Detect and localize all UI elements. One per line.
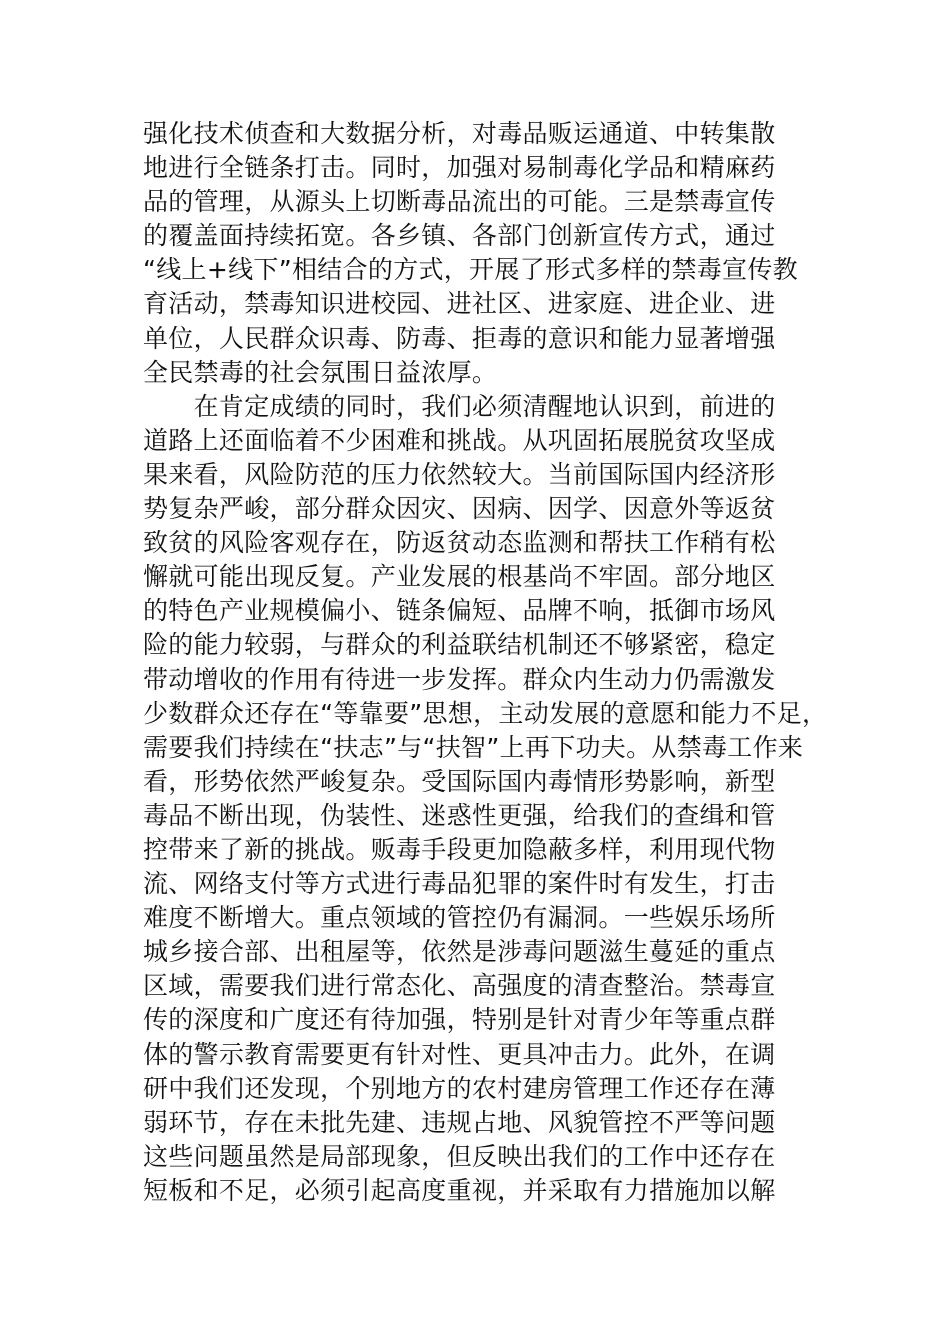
text-line: 控带来了新的挑战。贩毒手段更加隐蔽多样，利用现代物 <box>143 834 776 864</box>
text-line: 需要我们持续在“扶志”与“扶智”上再下功夫。从禁毒工作来 <box>143 732 804 762</box>
body-text <box>143 117 828 1208</box>
text-line: 体的警示教育需要更有针对性、更具冲击力。此外，在调 <box>143 1039 776 1069</box>
text-line: 城乡接合部、出租屋等，依然是涉毒问题滋生蔓延的重点 <box>143 937 776 967</box>
text-line: 全民禁毒的社会氛围日益浓厚。 <box>143 357 498 387</box>
text-line: 道路上还面临着不少困难和挑战。从巩固拓展脱贫攻坚成 <box>143 425 776 455</box>
text-line: 区域，需要我们进行常态化、高强度的清查整治。禁毒宣 <box>143 971 776 1001</box>
text-line: “线上+线下”相结合的方式，开展了形式多样的禁毒宣传教 <box>143 255 798 285</box>
text-line: 毒品不断出现，伪装性、迷惑性更强，给我们的查缉和管 <box>143 800 776 830</box>
text-line: 流、网络支付等方式进行毒品犯罪的案件时有发生，打击 <box>143 869 776 899</box>
text-line: 难度不断增大。重点领域的管控仍有漏洞。一些娱乐场所 <box>143 903 776 933</box>
text-line: 懈就可能出现反复。产业发展的根基尚不牢固。部分地区 <box>143 562 776 592</box>
text-line: 短板和不足，必须引起高度重视，并采取有力措施加以解 <box>143 1175 776 1205</box>
text-line: 强化技术侦查和大数据分析，对毒品贩运通道、中转集散 <box>143 119 776 148</box>
paragraph-start-line: 在肯定成绩的同时，我们必须清醒地认识到，前进的 <box>143 391 776 421</box>
text-line: 单位，人民群众识毒、防毒、拒毒的意识和能力显著增强 <box>143 323 776 353</box>
text-line: 育活动，禁毒知识进校园、进社区、进家庭、进企业、进 <box>143 289 776 319</box>
text-line: 果来看，风险防范的压力依然较大。当前国际国内经济形 <box>143 459 776 489</box>
text-line: 看，形势依然严峻复杂。受国际国内毒情形势影响，新型 <box>143 766 776 796</box>
text-line: 带动增收的作用有待进一步发挥。群众内生动力仍需激发 <box>143 664 776 694</box>
text-line: 少数群众还存在“等靠要”思想，主动发展的意愿和能力不足， <box>143 698 828 728</box>
text-line: 地进行全链条打击。同时，加强对易制毒化学品和精麻药 <box>143 153 776 183</box>
text-line: 这些问题虽然是局部现象，但反映出我们的工作中还存在 <box>143 1141 776 1171</box>
text-line: 势复杂严峻，部分群众因灾、因病、因学、因意外等返贫 <box>143 494 776 524</box>
text-line: 险的能力较弱，与群众的利益联结机制还不够紧密，稳定 <box>143 630 776 660</box>
text-line: 的覆盖面持续拓宽。各乡镇、各部门创新宣传方式，通过 <box>143 221 776 251</box>
text-line: 的特色产业规模偏小、链条偏短、品牌不响，抵御市场风 <box>143 596 776 626</box>
text-line: 弱环节，存在未批先建、违规占地、风貌管控不严等问题 <box>143 1107 776 1137</box>
text-line: 致贫的风险客观存在，防返贫动态监测和帮扶工作稍有松 <box>143 528 776 558</box>
text-line: 传的深度和广度还有待加强，特别是针对青少年等重点群 <box>143 1005 776 1035</box>
text-line: 品的管理，从源头上切断毒品流出的可能。三是禁毒宣传 <box>143 187 776 217</box>
text-line: 研中我们还发现，个别地方的农村建房管理工作还存在薄 <box>143 1073 776 1103</box>
